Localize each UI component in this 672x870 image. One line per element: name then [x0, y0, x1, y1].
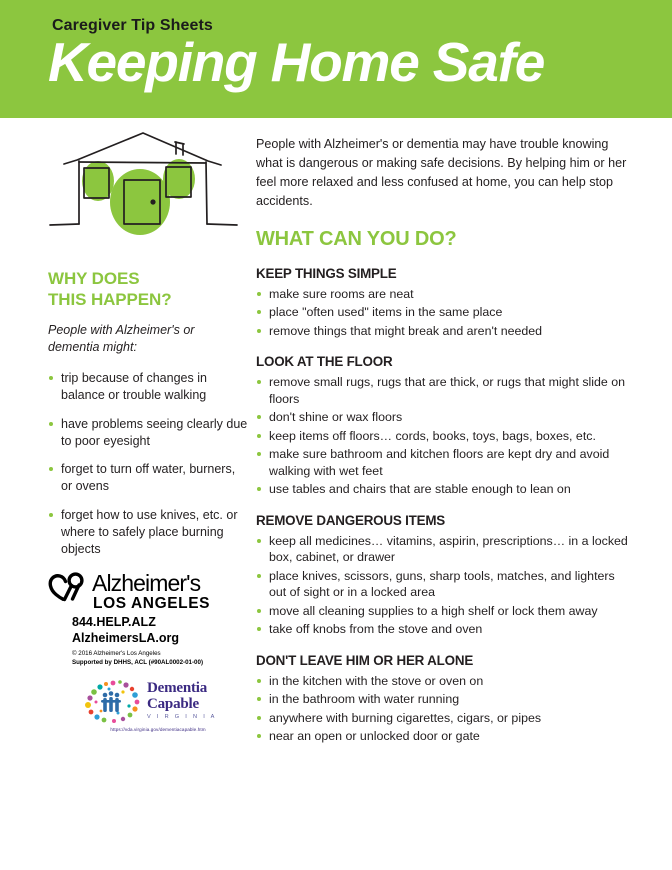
list-item: anywhere with burning cigarettes, cigars, or pipes	[256, 710, 628, 727]
list-item: forget to turn off water, burners, or ovens	[48, 461, 248, 495]
list-item: move all cleaning supplies to a high shelf or lock them away	[256, 603, 628, 620]
alzheimers-la-logo	[48, 569, 238, 612]
section-title: KEEP THINGS SIMPLE	[256, 265, 397, 281]
main-heading: WHAT CAN YOU DO?	[256, 227, 457, 250]
list-item: forget how to use knives, etc. or where to safely place burning objects	[48, 507, 248, 558]
section-bullet-list	[256, 286, 628, 340]
section-remove-dangerous-items	[256, 513, 628, 638]
alz-word-sub: LOS ANGELES	[93, 594, 211, 612]
list-item: don't shine or wax floors	[256, 409, 628, 426]
copyright-text: © 2016 Alzheimer's Los Angeles	[72, 649, 161, 657]
section-look-at-the-floor	[256, 354, 628, 498]
alz-contact-info	[72, 615, 238, 646]
alz-fineprint	[72, 650, 238, 668]
list-item: keep all medicines… vitamins, aspirin, prescriptions… in a locked box, cabinet, or drawer	[256, 533, 628, 566]
dementia-capable-virginia-logo	[83, 678, 233, 732]
list-item: remove things that might break and aren't needed	[256, 323, 628, 340]
section-title: DON'T LEAVE HIM OR HER ALONE	[256, 652, 474, 668]
dcv-line-3: V I R G I N I A	[147, 713, 217, 720]
dcv-url[interactable]: https://vda.virginia.gov/dementiacapable.htm	[110, 726, 206, 732]
dementia-capable-brain-icon	[83, 678, 145, 724]
intro-paragraph: People with Alzheimer's or dementia may have trouble knowing what is dangerous or making safe decisions. By helping him or her feel more relaxed and less confused at home, you can help stop accidents.	[256, 137, 627, 209]
section-title: LOOK AT THE FLOOR	[256, 354, 393, 370]
list-item: in the bathroom with water running	[256, 691, 628, 708]
left-section-heading	[48, 268, 248, 310]
alz-word-main: Alzheimer's	[92, 569, 201, 596]
list-item: trip because of changes in balance or trouble walking	[48, 370, 248, 404]
list-item: in the kitchen with the stove or oven on	[256, 673, 628, 690]
dcv-line-1: Dementia	[147, 680, 208, 697]
section-bullet-list	[256, 673, 628, 745]
left-heading-line-2: THIS HAPPEN?	[48, 290, 172, 310]
list-item: have problems seeing clearly due to poor eyesight	[48, 416, 248, 450]
alz-phone[interactable]: 844.HELP.ALZ	[72, 615, 156, 630]
door-accent-blob	[110, 169, 170, 235]
list-item: place "often used" items in the same place	[256, 304, 628, 321]
header-band	[0, 0, 672, 118]
logo-block	[48, 569, 238, 732]
heart-ribbon-logo-icon	[48, 572, 88, 602]
dcv-line-2: Capable	[147, 695, 199, 712]
list-item: take off knobs from the stove and oven	[256, 621, 628, 638]
left-heading-line-1: WHY DOES	[48, 269, 140, 288]
left-column	[48, 128, 248, 732]
alzheimers-wordmark	[92, 569, 211, 612]
section-title: REMOVE DANGEROUS ITEMS	[256, 512, 446, 528]
right-column	[256, 135, 628, 747]
list-item: make sure bathroom and kitchen floors are kept dry and avoid walking with wet feet	[256, 446, 628, 479]
section-bullet-list	[256, 533, 628, 638]
house-illustration	[48, 128, 248, 246]
section-keep-things-simple	[256, 266, 628, 340]
list-item: keep items off floors… cords, books, toys, bags, boxes, etc.	[256, 428, 628, 445]
list-item: remove small rugs, rugs that are thick, or rugs that might slide on floors	[256, 374, 628, 407]
support-text: Supported by DHHS, ACL (#90AL0002-01-00)	[72, 658, 204, 666]
dcv-wordmark	[147, 681, 217, 720]
list-item: make sure rooms are neat	[256, 286, 628, 303]
list-item: place knives, scissors, guns, sharp tools, matches, and lighters out of sight or in a locked area	[256, 568, 628, 601]
doorknob-dot	[150, 199, 155, 204]
section-bullet-list	[256, 374, 628, 498]
page-title: Keeping Home Safe	[48, 31, 545, 93]
list-item: near an open or unlocked door or gate	[256, 728, 628, 745]
left-intro-text: People with Alzheimer's or dementia might:	[48, 323, 195, 355]
header-kicker: Caregiver Tip Sheets	[52, 17, 213, 34]
section-dont-leave-alone	[256, 653, 628, 745]
left-bullet-list	[48, 370, 248, 558]
list-item: use tables and chairs that are stable enough to lean on	[256, 481, 628, 498]
alz-website[interactable]: AlzheimersLA.org	[72, 630, 179, 645]
